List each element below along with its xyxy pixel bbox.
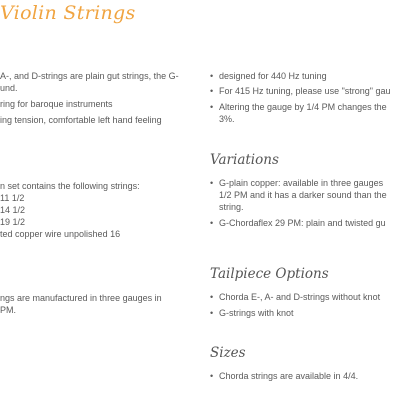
bullet-icon: • [210,86,214,96]
set-string-line-1: 11 1/2 [0,193,25,203]
bullet-icon: • [210,292,214,302]
set-string-line-4: ted copper wire unpolished 16 [0,229,121,239]
sizes-heading: Sizes [210,345,246,361]
variation-line-3: string. [219,202,244,212]
tailpiece-line-2: G-strings with knot [219,308,294,318]
description-bullet-2: ing tension, comfortable left hand feeling [0,115,162,125]
tuning-bullet-3: Altering the gauge by 1/4 PM changes the [219,102,387,112]
tuning-bullet-3-cont: 3%. [219,114,235,124]
variation-line-4: G-Chordaflex 29 PM: plain and twisted gu [219,218,386,228]
bullet-icon: • [210,71,214,81]
tailpiece-heading: Tailpiece Options [210,266,329,282]
description-line-2: und. [0,83,18,93]
tailpiece-line-1: Chorda E-, A- and D-strings without knot [219,292,381,302]
sizes-line-1: Chorda strings are available in 4/4. [219,371,359,381]
set-string-line-3: 19 1/2 [0,217,26,227]
bullet-icon: • [210,102,214,112]
description-line-1: A-, and D-strings are plain gut strings, the G- [0,71,179,81]
bullet-icon: • [210,178,214,188]
bullet-icon: • [210,308,214,318]
bullet-icon: • [210,218,214,228]
variation-line-2: 1/2 PM and it has a darker sound than the [219,190,387,200]
tuning-bullet-1: designed for 440 Hz tuning [219,71,327,81]
set-intro-line: n set contains the following strings: [0,181,140,191]
variations-heading: Variations [210,152,279,168]
gauge-line-1: ngs are manufactured in three gauges in [0,293,162,303]
bullet-icon: • [210,371,214,381]
description-bullet-1: ring for baroque instruments [0,99,113,109]
gauge-line-2: PM. [0,305,17,315]
set-string-line-2: 14 1/2 [0,205,26,215]
page-title: Violin Strings [0,2,136,24]
variation-line-1: G-plain copper: available in three gauges [219,178,384,188]
tuning-bullet-2: For 415 Hz tuning, please use "strong" gau [219,86,391,96]
